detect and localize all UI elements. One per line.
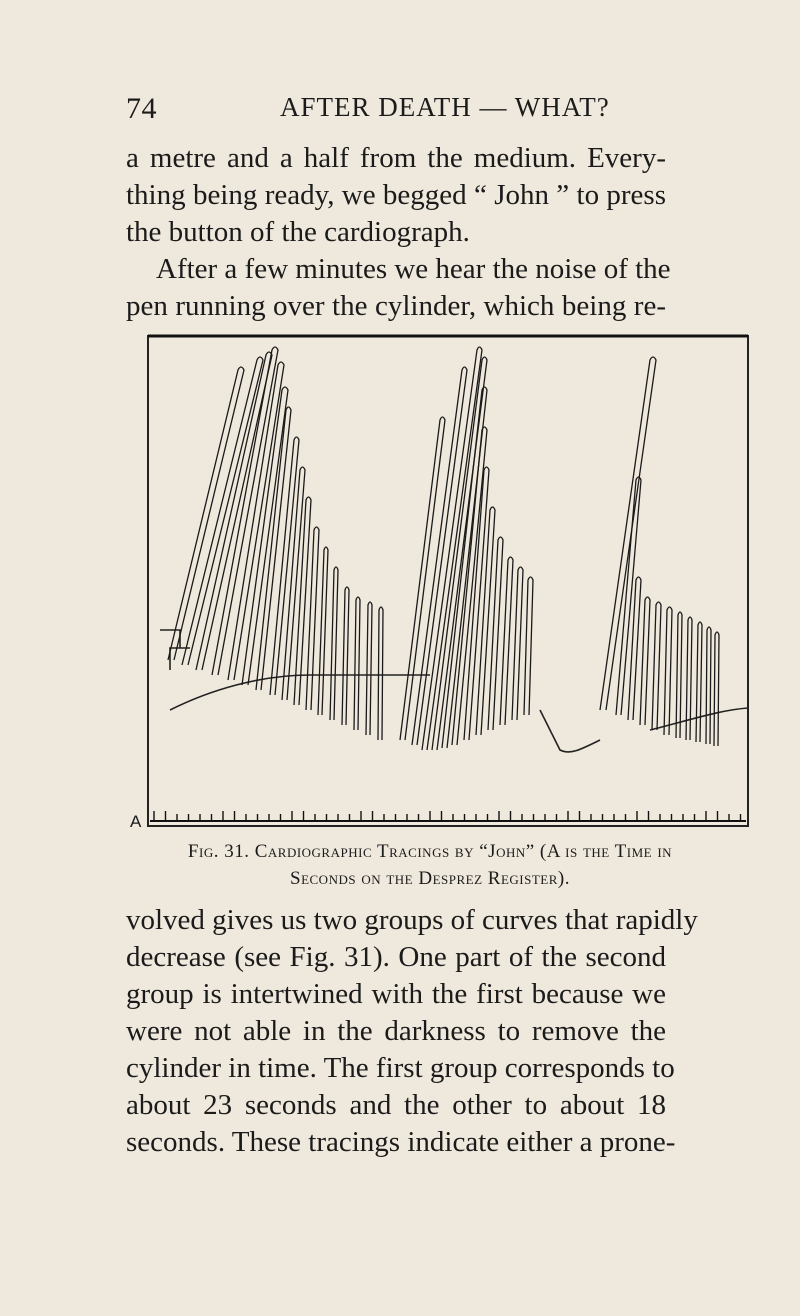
tracing-loop <box>330 567 338 720</box>
text-line: seconds. These tracings indicate either a prone- <box>126 1126 676 1158</box>
tracing-loop <box>706 627 711 744</box>
tracing-loop <box>294 497 311 705</box>
tracing-loop <box>500 557 513 725</box>
caption-line: Fig. 31. Cardiographic Tracings by “John” (A is the Time in <box>187 841 673 862</box>
page-header <box>126 92 666 128</box>
tracing-loop <box>378 607 383 740</box>
text-line: a metre and a half from the medium. Every- <box>126 142 666 174</box>
tracing-loop <box>640 597 650 725</box>
text-line: the button of the cardiograph. <box>126 216 470 248</box>
figure-caption <box>150 838 710 892</box>
running-title: AFTER DEATH — WHAT? <box>280 92 610 122</box>
cardiograph-figure <box>130 330 760 830</box>
tracing-loop <box>714 632 719 746</box>
tracing-loop <box>652 602 661 730</box>
tracing-loop <box>664 607 672 735</box>
text-line: volved gives us two groups of curves that rapidly <box>126 904 698 936</box>
tracing-loop <box>342 587 349 725</box>
cardiograph-tracing <box>130 330 760 830</box>
paragraph-bottom <box>126 902 698 1161</box>
figure-frame <box>148 336 748 826</box>
tracing-loop <box>696 622 702 742</box>
tracing-loop <box>366 602 372 735</box>
tracing-loop <box>354 597 360 730</box>
text-line: pen running over the cylinder, which being re- <box>126 290 666 322</box>
caption-line: Seconds on the Desprez Register). <box>290 868 570 889</box>
text-line: were not able in the darkness to remove the <box>126 1015 666 1047</box>
text-line: group is intertwined with the first because we <box>126 978 666 1010</box>
tracing-loop <box>168 367 244 660</box>
tracing-loop <box>400 417 445 740</box>
text-line: After a few minutes we hear the noise of the <box>156 253 671 285</box>
tracing-loop <box>676 612 682 738</box>
second-baseline-dip <box>540 710 600 752</box>
text-line: about 23 seconds and the other to about 18 <box>126 1089 666 1121</box>
tracing-loop <box>452 427 487 745</box>
paragraph-top <box>126 140 671 325</box>
time-register-ticks <box>154 811 741 821</box>
tracing-strokes <box>168 347 719 750</box>
tracing-loop <box>628 577 641 720</box>
tracing-loop <box>524 577 533 715</box>
page-number: 74 <box>126 92 157 125</box>
time-marker-label: A <box>130 812 142 831</box>
tracing-loop <box>686 617 692 740</box>
tracing-loop <box>318 547 328 715</box>
tracing-loop <box>512 567 523 720</box>
text-line: thing being ready, we begged “ John ” to press <box>126 179 666 211</box>
text-line: cylinder in time. The first group corresponds to <box>126 1052 675 1084</box>
text-line: decrease (see Fig. 31). One part of the second <box>126 941 666 973</box>
